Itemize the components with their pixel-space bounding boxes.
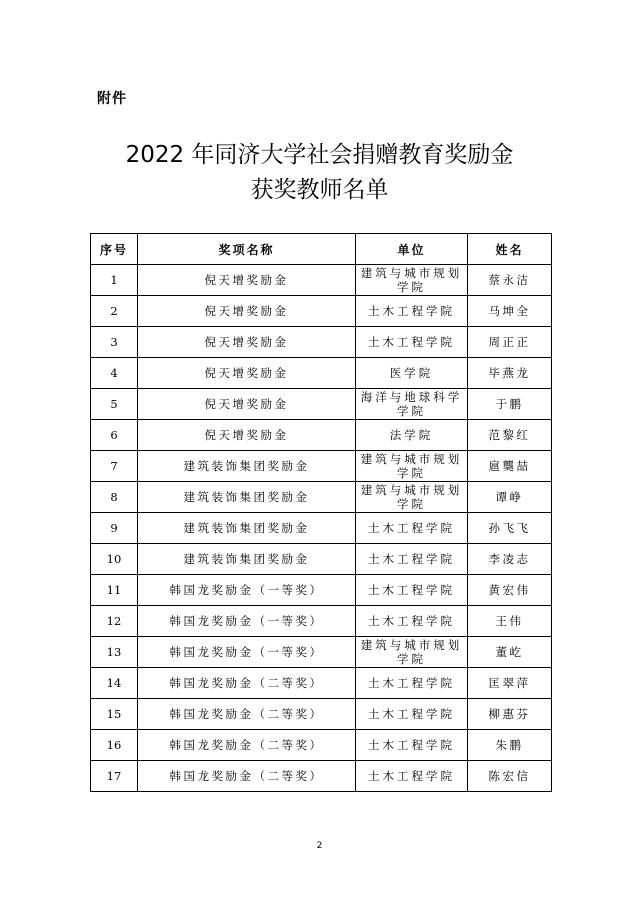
serial-number-cell: 16 (91, 730, 138, 761)
table-row (91, 420, 552, 451)
table-row (91, 637, 552, 668)
teacher-name-cell: 蔡永洁 (468, 265, 552, 296)
award-name-cell: 韩国龙奖励金（一等奖） (138, 637, 356, 668)
teacher-name-cell: 毕燕龙 (468, 358, 552, 389)
teacher-name-cell: 周正正 (468, 327, 552, 358)
serial-number-cell: 9 (91, 513, 138, 544)
serial-number-cell: 2 (91, 296, 138, 327)
award-name-cell: 倪天增奖励金 (138, 358, 356, 389)
award-name-cell: 韩国龙奖励金（二等奖） (138, 668, 356, 699)
table-body (91, 265, 552, 792)
serial-number-cell: 12 (91, 606, 138, 637)
serial-number-cell: 1 (91, 265, 138, 296)
unit-cell: 建筑与城市规划学院 (356, 482, 468, 513)
table-row (91, 730, 552, 761)
serial-number-cell: 11 (91, 575, 138, 606)
award-name-cell: 韩国龙奖励金（一等奖） (138, 575, 356, 606)
unit-cell: 土木工程学院 (356, 730, 468, 761)
teacher-name-cell: 董屹 (468, 637, 552, 668)
table-row (91, 265, 552, 296)
teacher-name-cell: 孙飞飞 (468, 513, 552, 544)
table-row (91, 451, 552, 482)
table-header (91, 234, 552, 265)
award-name-cell: 建筑装饰集团奖励金 (138, 482, 356, 513)
table-row (91, 296, 552, 327)
unit-cell: 土木工程学院 (356, 761, 468, 792)
award-name-cell: 韩国龙奖励金（一等奖） (138, 606, 356, 637)
unit-cell: 医学院 (356, 358, 468, 389)
unit-cell: 土木工程学院 (356, 327, 468, 358)
unit-cell: 土木工程学院 (356, 544, 468, 575)
teacher-name-cell: 谭峥 (468, 482, 552, 513)
table-row (91, 513, 552, 544)
table-row (91, 389, 552, 420)
serial-number-cell: 3 (91, 327, 138, 358)
page-number: 2 (316, 841, 323, 851)
teacher-name-cell: 马坤全 (468, 296, 552, 327)
unit-cell: 建筑与城市规划学院 (356, 451, 468, 482)
teacher-name-cell: 王伟 (468, 606, 552, 637)
award-name-cell: 倪天增奖励金 (138, 296, 356, 327)
unit-cell: 建筑与城市规划学院 (356, 265, 468, 296)
award-name-cell: 韩国龙奖励金（二等奖） (138, 730, 356, 761)
table-row (91, 544, 552, 575)
title-line-1: 2022 年同济大学社会捐赠教育奖励金 (125, 142, 514, 168)
table-row (91, 761, 552, 792)
teacher-name-cell: 柳惠芬 (468, 699, 552, 730)
serial-number-cell: 15 (91, 699, 138, 730)
header-award-name: 奖项名称 (138, 234, 356, 265)
serial-number-cell: 6 (91, 420, 138, 451)
unit-cell: 土木工程学院 (356, 606, 468, 637)
unit-cell: 土木工程学院 (356, 575, 468, 606)
unit-cell: 海洋与地球科学学院 (356, 389, 468, 420)
award-name-cell: 建筑装饰集团奖励金 (138, 513, 356, 544)
header-unit: 单位 (356, 234, 468, 265)
table-row (91, 606, 552, 637)
serial-number-cell: 13 (91, 637, 138, 668)
award-name-cell: 倪天增奖励金 (138, 265, 356, 296)
awardee-table (90, 233, 552, 792)
unit-cell: 土木工程学院 (356, 668, 468, 699)
unit-cell: 土木工程学院 (356, 513, 468, 544)
award-name-cell: 韩国龙奖励金（二等奖） (138, 761, 356, 792)
table-row (91, 358, 552, 389)
serial-number-cell: 7 (91, 451, 138, 482)
unit-cell: 土木工程学院 (356, 699, 468, 730)
unit-cell: 土木工程学院 (356, 296, 468, 327)
award-name-cell: 韩国龙奖励金（二等奖） (138, 699, 356, 730)
teacher-name-cell: 于鹏 (468, 389, 552, 420)
header-row (91, 234, 552, 265)
award-name-cell: 建筑装饰集团奖励金 (138, 544, 356, 575)
table-row (91, 668, 552, 699)
table-row (91, 699, 552, 730)
serial-number-cell: 14 (91, 668, 138, 699)
teacher-name-cell: 李凌志 (468, 544, 552, 575)
serial-number-cell: 8 (91, 482, 138, 513)
unit-cell: 法学院 (356, 420, 468, 451)
table-row (91, 482, 552, 513)
teacher-name-cell: 陈宏信 (468, 761, 552, 792)
serial-number-cell: 10 (91, 544, 138, 575)
unit-cell: 建筑与城市规划学院 (356, 637, 468, 668)
table-row (91, 327, 552, 358)
header-serial-number: 序号 (91, 234, 138, 265)
serial-number-cell: 17 (91, 761, 138, 792)
award-name-cell: 倪天增奖励金 (138, 389, 356, 420)
attachment-label: 附件 (97, 91, 127, 107)
award-name-cell: 倪天增奖励金 (138, 327, 356, 358)
serial-number-cell: 4 (91, 358, 138, 389)
teacher-name-cell: 朱鹏 (468, 730, 552, 761)
document-title (0, 138, 639, 208)
teacher-name-cell: 扈龑喆 (468, 451, 552, 482)
teacher-name-cell: 匡翠萍 (468, 668, 552, 699)
award-name-cell: 建筑装饰集团奖励金 (138, 451, 356, 482)
table-row (91, 575, 552, 606)
header-teacher-name: 姓名 (468, 234, 552, 265)
serial-number-cell: 5 (91, 389, 138, 420)
title-line-2: 获奖教师名单 (250, 177, 389, 203)
teacher-name-cell: 范黎红 (468, 420, 552, 451)
teacher-name-cell: 黄宏伟 (468, 575, 552, 606)
award-name-cell: 倪天增奖励金 (138, 420, 356, 451)
